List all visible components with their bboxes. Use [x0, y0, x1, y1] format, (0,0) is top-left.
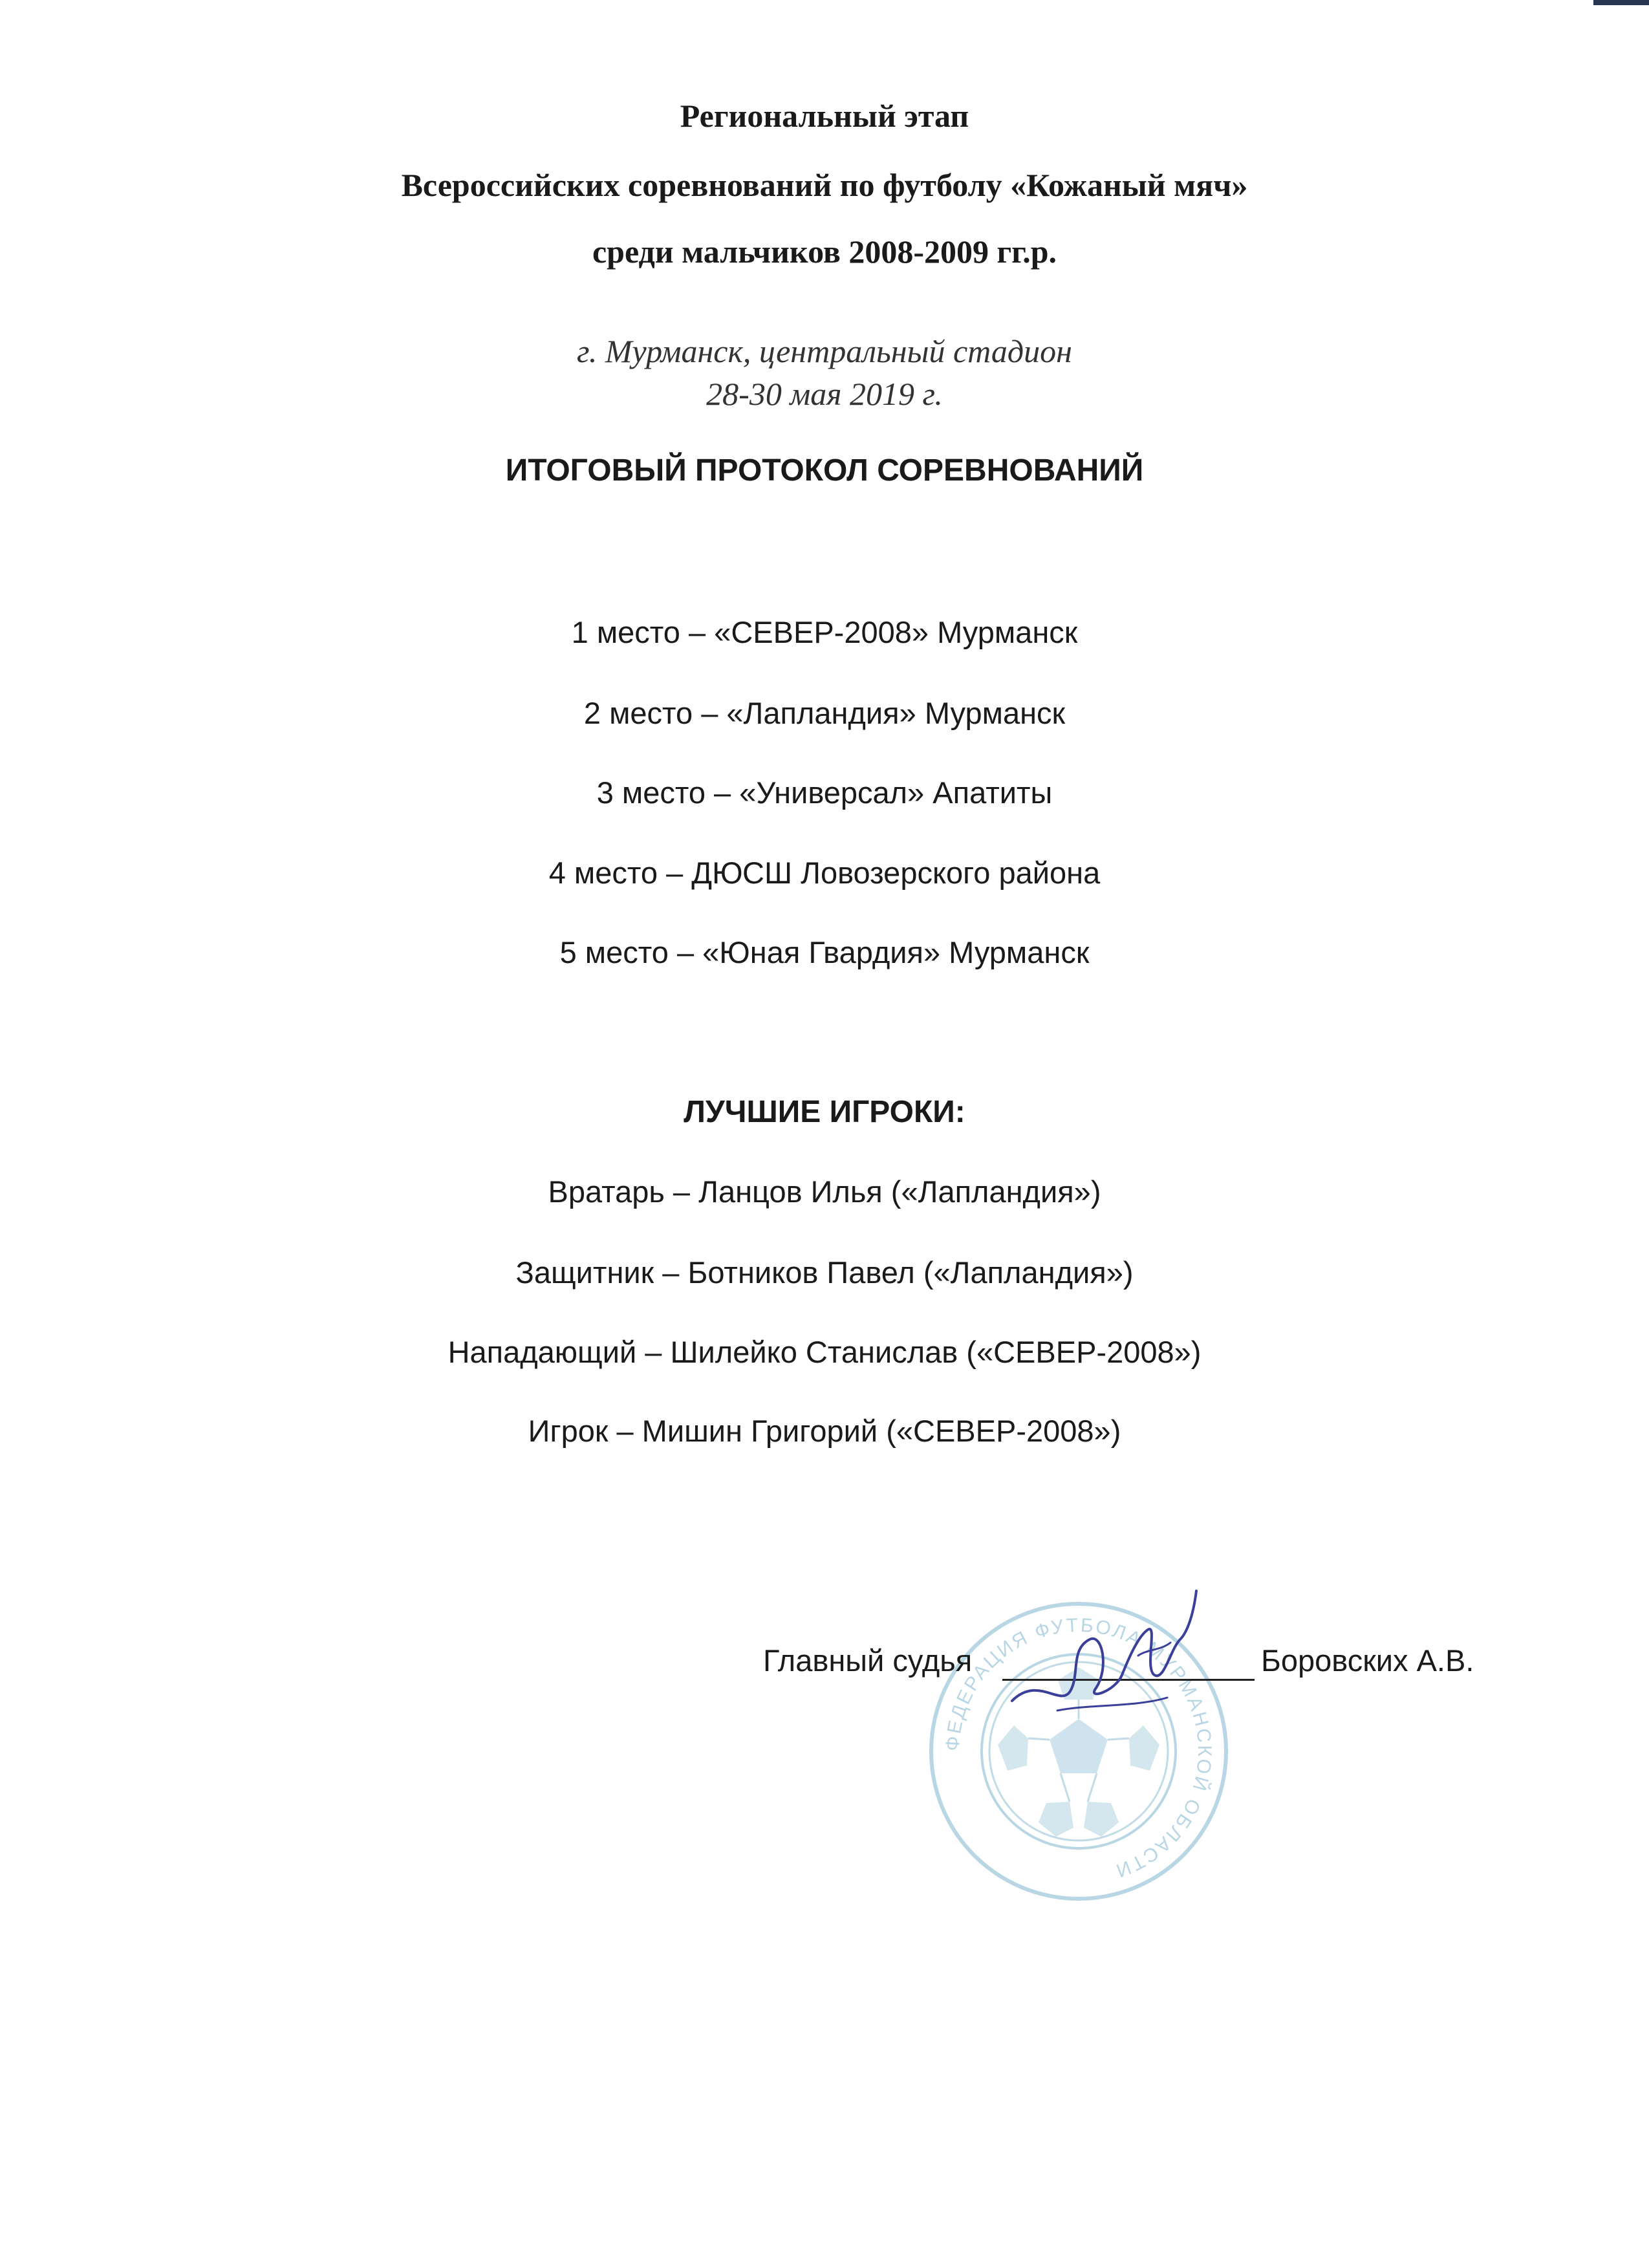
- standing-place-4: 4 место – ДЮСШ Ловозерского района: [548, 856, 1101, 890]
- chief-referee-label: Главный судья: [763, 1643, 973, 1678]
- event-location: г. Мурманск, центральный стадион: [577, 333, 1072, 369]
- standing-place-2: 2 место – «Лапландия» Мурманск: [583, 696, 1066, 730]
- standing-place-1: 1 место – «СЕВЕР-2008» Мурманск: [571, 615, 1078, 649]
- handwritten-signature: [999, 1578, 1212, 1733]
- best-player-forward: Нападающий – Шилейко Станислав («СЕВЕР-2008»): [447, 1335, 1202, 1369]
- chief-referee-name: Боровских А.В.: [1261, 1643, 1474, 1678]
- event-title-line-1: Региональный этап: [680, 98, 969, 134]
- best-player-goalkeeper: Вратарь – Ланцов Илья («Лапландия»): [548, 1174, 1101, 1209]
- event-dates: 28-30 мая 2019 г.: [706, 376, 943, 412]
- corner-mark: [1593, 0, 1649, 5]
- event-title-line-3: среди мальчиков 2008-2009 гг.р.: [592, 233, 1057, 270]
- best-player-overall: Игрок – Мишин Григорий («СЕВЕР-2008»): [528, 1414, 1121, 1448]
- best-players-title: ЛУЧШИЕ ИГРОКИ:: [684, 1095, 965, 1129]
- protocol-title: ИТОГОВЫЙ ПРОТОКОЛ СОРЕВНОВАНИЙ: [505, 453, 1144, 488]
- standing-place-3: 3 место – «Универсал» Апатиты: [596, 775, 1053, 810]
- stamp-text: ФЕДЕРАЦИЯ ФУТБОЛА МУРМАНСКОЙ ОБЛАСТИ: [942, 1614, 1216, 1882]
- best-player-defender: Защитник – Ботников Павел («Лапландия»): [515, 1255, 1134, 1290]
- standing-place-5: 5 место – «Юная Гвардия» Мурманск: [559, 935, 1090, 969]
- event-title-line-2: Всероссийских соревнований по футболу «Кожаный мяч»: [401, 167, 1248, 203]
